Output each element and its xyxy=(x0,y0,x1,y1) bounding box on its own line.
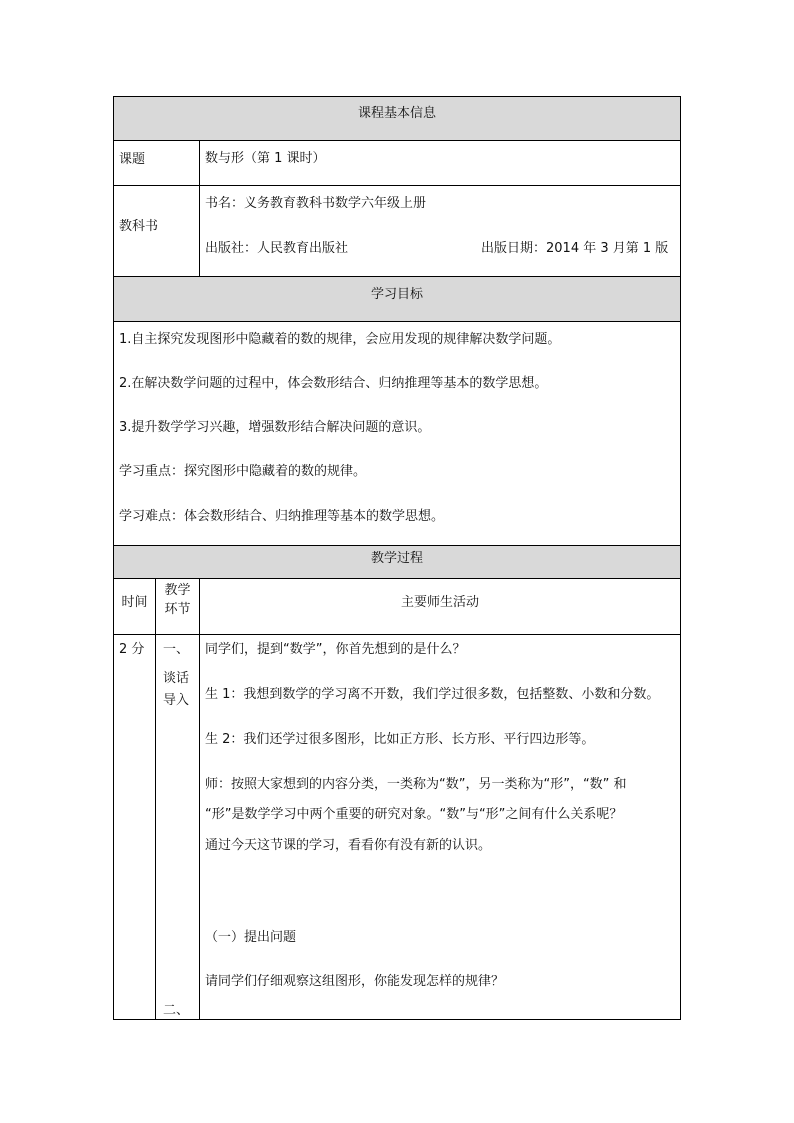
process-header: 教学过程 xyxy=(370,551,423,566)
col-stage-header-line1: 教学 xyxy=(164,583,191,598)
row1-activity-p4-line3: 通过今天这节课的学习，看看你有没有新的认识。 xyxy=(205,838,492,853)
row1-activity-p3: 生 2：我们还学过很多图形，比如正方形、长方形、平行四边形等。 xyxy=(205,732,595,747)
textbook-label: 教科书 xyxy=(119,219,159,234)
goal-item-3: 3.提升数学学习兴趣，增强数形结合解决问题的意识。 xyxy=(119,420,431,435)
goal-item-2: 2.在解决数学问题的过程中，体会数形结合、归纳推理等基本的数学思想。 xyxy=(119,376,548,391)
border xyxy=(199,140,200,277)
publish-date: 出版日期：2014 年 3 月第 1 版 xyxy=(481,241,669,256)
learning-goals-header: 学习目标 xyxy=(370,287,423,302)
row1-stage-number: 一、 xyxy=(163,642,190,657)
col-activity-header: 主要师生活动 xyxy=(400,595,479,610)
row2-activity-p1: 请同学们仔细观察这组图形，你能发现怎样的规律？ xyxy=(205,974,505,989)
difficulty: 学习难点：体会数形结合、归纳推理等基本的数学思想。 xyxy=(119,509,445,524)
row1-time: 2 分 xyxy=(119,642,145,657)
row1-stage-line2: 导入 xyxy=(163,693,190,708)
row1-activity-p4-line1: 师：按照大家想到的内容分类，一类称为“数”，另一类称为“形”，“数” 和 xyxy=(205,777,627,792)
border xyxy=(113,96,681,97)
row1-activity-p1: 同学们，提到“数学”，你首先想到的是什么？ xyxy=(205,642,466,657)
col-stage-header-line2: 环节 xyxy=(164,602,191,617)
row1-activity-p4-line2: “形”是数学学习中两个重要的研究对象。“数”与“形”之间有什么关系呢？ xyxy=(205,807,623,822)
goal-item-1: 1.自主探究发现图形中隐藏着的数的规律，会应用发现的规律解决数学问题。 xyxy=(119,332,561,347)
topic-value: 数与形（第 1 课时） xyxy=(205,151,326,166)
lesson-plan-table xyxy=(113,96,681,1020)
course-info-header: 课程基本信息 xyxy=(357,106,436,121)
book-name: 书名：义务教育教科书数学六年级上册 xyxy=(205,196,427,211)
border xyxy=(113,321,681,322)
row2-sub-heading: （一）提出问题 xyxy=(205,930,297,945)
row2-stage-number: 二、 xyxy=(163,1003,190,1018)
key-point: 学习重点：探究图形中隐藏着的数的规律。 xyxy=(119,464,367,479)
row1-stage-line1: 谈话 xyxy=(163,671,190,686)
row1-activity-p2: 生 1：我想到数学的学习离不开数，我们学过很多数，包括整数、小数和分数。 xyxy=(205,687,660,702)
publisher: 出版社：人民教育出版社 xyxy=(205,241,349,256)
topic-label: 课题 xyxy=(119,152,146,167)
border xyxy=(199,578,200,1020)
border xyxy=(155,578,156,1020)
col-time-header: 时间 xyxy=(121,595,148,610)
border xyxy=(113,545,681,546)
